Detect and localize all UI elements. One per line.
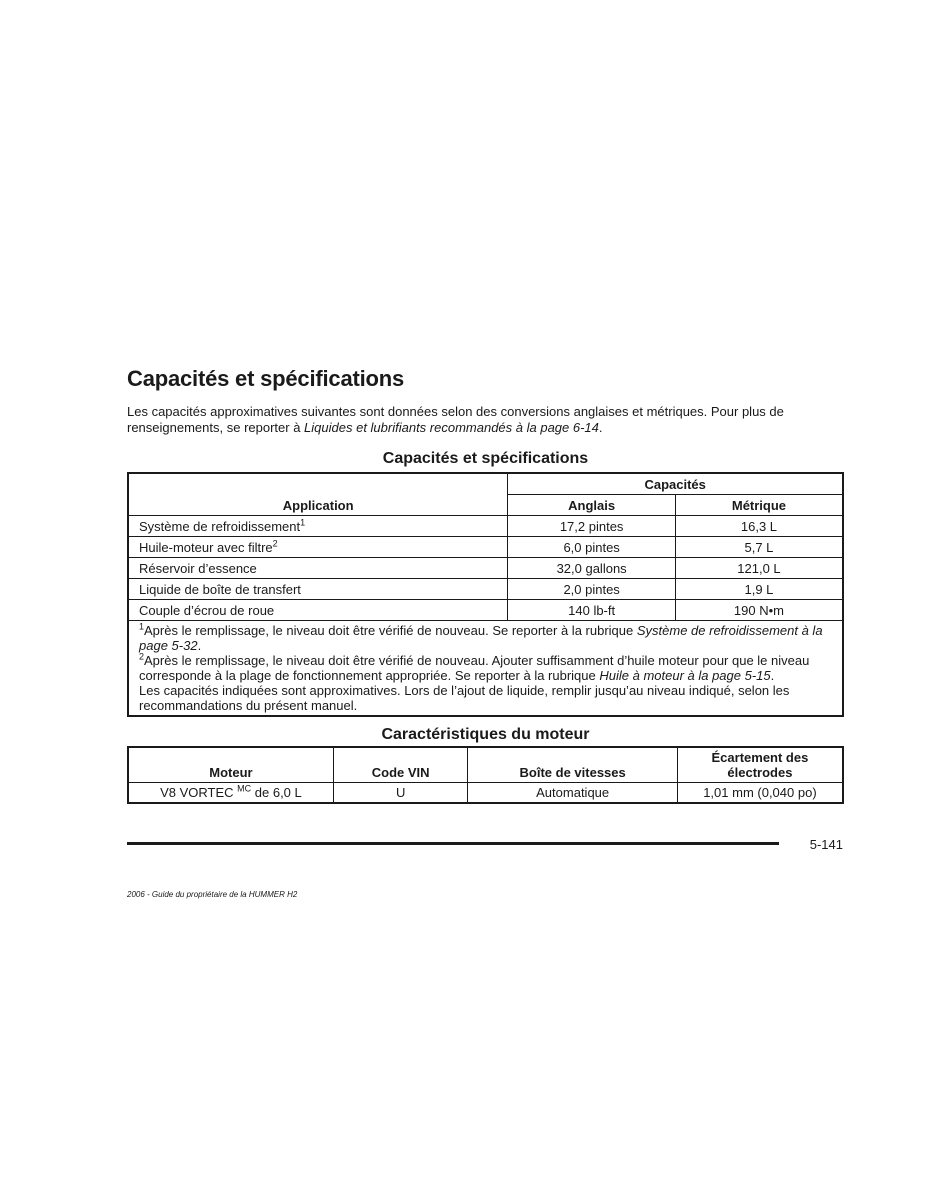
- metric-cell: 5,7 L: [675, 537, 843, 558]
- footer-text: 2006 - Guide du propriétaire de la HUMMER H2: [127, 890, 298, 899]
- header-engine: Moteur: [128, 747, 333, 783]
- table-row: [128, 600, 843, 621]
- intro-paragraph: [127, 404, 844, 436]
- footnote-marker: 2: [139, 651, 145, 662]
- intro-reference-link[interactable]: Liquides et lubrifiants recommandés à la page 6-14: [304, 420, 599, 435]
- intro-text: Les capacités approximatives suivantes sont données selon des conversions anglaises et métriques. Pour plus de renseignements, se reporter à: [127, 404, 784, 435]
- table-row: [128, 783, 843, 804]
- footnote-2-link[interactable]: Huile à moteur à la page 5-15: [599, 668, 771, 683]
- capacities-table-title: Capacités et spécifications: [382, 450, 589, 467]
- footnote-1-link[interactable]: Système de refroidissement à la page 5-32: [139, 623, 823, 653]
- capacities-table: [127, 472, 844, 717]
- footnote-1: [139, 623, 832, 653]
- footnote-1-text: Après le remplissage, le niveau doit être vérifié de nouveau. Se reporter à la rubrique: [144, 623, 637, 638]
- metric-cell: 16,3 L: [675, 516, 843, 537]
- application-label: Huile-moteur avec filtre: [139, 539, 273, 555]
- gap-cell: 1,01 mm (0,040 po): [677, 783, 843, 804]
- transmission-cell: Automatique: [468, 783, 677, 804]
- metric-cell: 190 N•m: [675, 600, 843, 621]
- footnote-2-text: Après le remplissage, le niveau doit être vérifié de nouveau. Ajouter suffisamment d’huile moteur pour que le niveau corresponde à la plage de fonctionnement appropriée. Se reporter à la rubrique: [139, 653, 810, 683]
- header-spark-plug-gap: Écartement des électrodes: [677, 747, 843, 783]
- metric-cell: 121,0 L: [675, 558, 843, 579]
- engine-table: [127, 746, 844, 804]
- notes-cell: [128, 621, 843, 717]
- header-vin-code: Code VIN: [333, 747, 468, 783]
- table-row: [128, 579, 843, 600]
- general-note: Les capacités indiquées sont approximatives. Lors de l’ajout de liquide, remplir jusqu’au niveau indiqué, selon les recommandations du présent manuel.: [139, 683, 790, 713]
- footnote-marker: 2: [272, 538, 278, 549]
- page-content: [127, 364, 844, 804]
- page-title: Capacités et spécifications: [127, 366, 405, 391]
- application-cell: Couple d’écrou de roue: [128, 600, 508, 621]
- engine-displacement: de 6,0 L: [251, 785, 302, 800]
- header-application: Application: [128, 473, 508, 516]
- engine-table-title: Caractéristiques du moteur: [381, 726, 590, 743]
- header-capacities-group: Capacités: [508, 473, 843, 495]
- header-transmission: Boîte de vitesses: [468, 747, 677, 783]
- notes-row: [128, 621, 843, 717]
- trademark-mark: MC: [237, 783, 252, 794]
- metric-cell: 1,9 L: [675, 579, 843, 600]
- footnote-marker: 1: [300, 517, 306, 528]
- english-cell: 140 lb-ft: [508, 600, 676, 621]
- footnote-2: [139, 653, 832, 683]
- engine-cell: [128, 783, 333, 804]
- capacities-header-row: [128, 473, 843, 495]
- application-cell: Réservoir d’essence: [128, 558, 508, 579]
- vin-cell: U: [333, 783, 468, 804]
- application-cell: [128, 537, 508, 558]
- english-cell: 17,2 pintes: [508, 516, 676, 537]
- footnote-1-end: .: [197, 638, 202, 653]
- header-metric: Métrique: [675, 495, 843, 516]
- table-row: [128, 516, 843, 537]
- english-cell: 32,0 gallons: [508, 558, 676, 579]
- footnote-marker: 1: [139, 621, 145, 632]
- application-cell: Liquide de boîte de transfert: [128, 579, 508, 600]
- engine-name: V8 VORTEC: [160, 785, 238, 800]
- page-number: 5-141: [809, 837, 843, 852]
- application-label: Système de refroidissement: [139, 518, 301, 534]
- header-english: Anglais: [508, 495, 676, 516]
- english-cell: 2,0 pintes: [508, 579, 676, 600]
- table-row: [128, 558, 843, 579]
- intro-end: .: [598, 420, 603, 435]
- table-row: [128, 537, 843, 558]
- footer-rule: [127, 842, 779, 845]
- footnote-2-end: .: [770, 668, 775, 683]
- application-cell: [128, 516, 508, 537]
- engine-header-row: [128, 747, 843, 783]
- english-cell: 6,0 pintes: [508, 537, 676, 558]
